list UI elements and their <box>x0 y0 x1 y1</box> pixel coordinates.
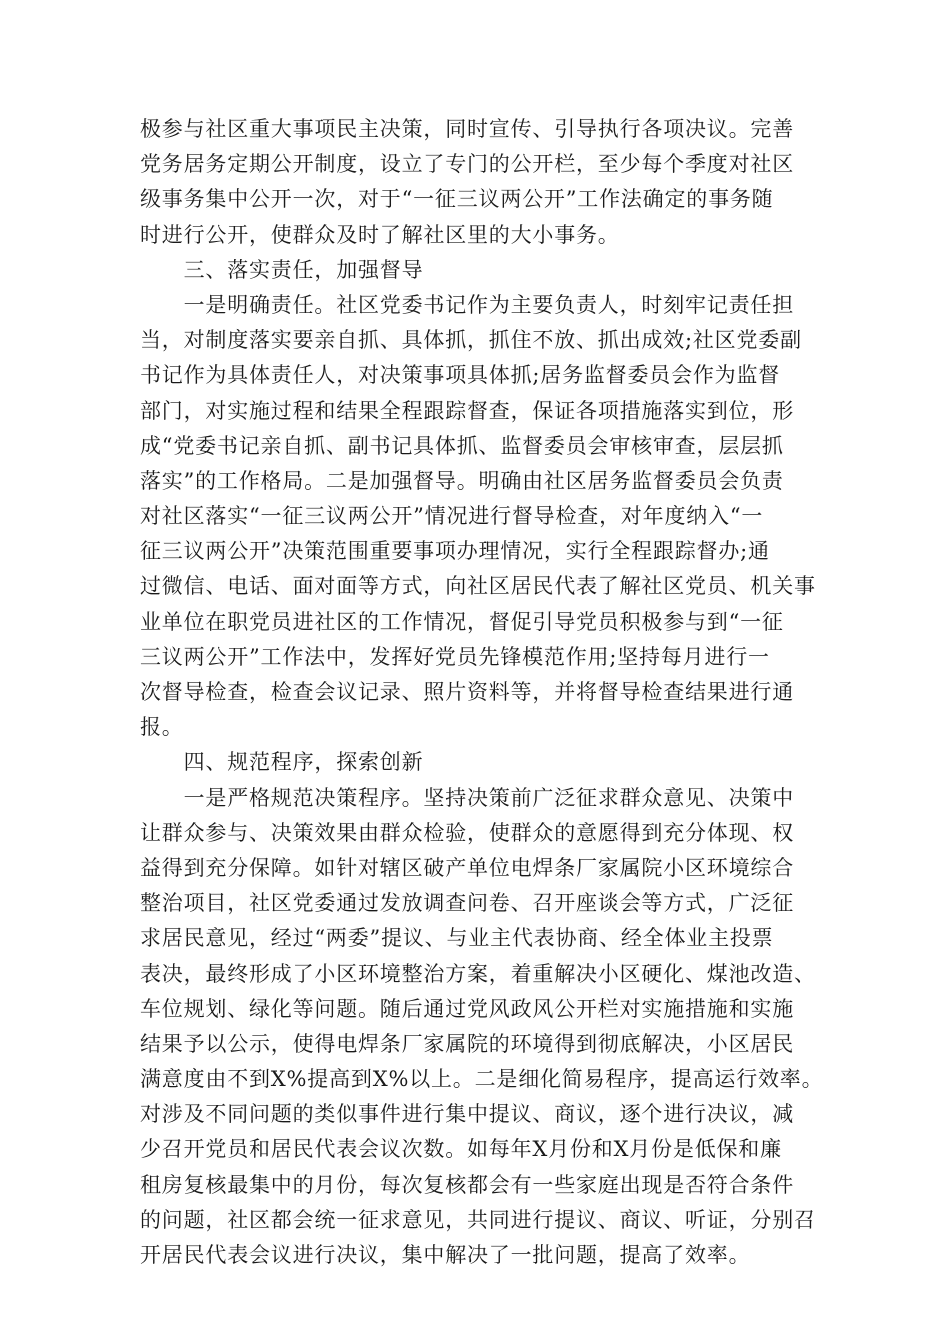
text-line: 对社区落实“一征三议两公开”情况进行督导检查，对年度纳入“一 <box>140 504 764 529</box>
text-line: 车位规划、绿化等问题。随后通过党风政风公开栏对实施措施和实施 <box>140 996 794 1021</box>
text-line: 开居民代表会议进行决议，集中解决了一批问题，提高了效率。 <box>140 1243 751 1267</box>
text-line: 对涉及不同问题的类似事件进行集中提议、商议，逐个进行决议，减 <box>140 1102 794 1127</box>
text-line: 租房复核最集中的月份，每次复核都会有一些家庭出现是否符合条件 <box>140 1172 794 1197</box>
text-line: 征三议两公开”决策范围重要事项办理情况，实行全程跟踪督办;通 <box>140 539 770 564</box>
text-line: 三议两公开”工作法中，发挥好党员先锋模范作用;坚持每月进行一 <box>140 644 770 669</box>
text-line: 一是明确责任。社区党委书记作为主要负责人，时刻牢记责任担 <box>140 292 794 317</box>
text-line: 表决，最终形成了小区环境整治方案，着重解决小区硬化、煤池改造、 <box>140 961 816 986</box>
text-line: 业单位在职党员进社区的工作情况，督促引导党员积极参与到“一征 <box>140 609 784 634</box>
text-line: 党务居务定期公开制度，设立了专门的公开栏，至少每个季度对社区 <box>140 152 794 177</box>
text-line: 成“党委书记亲自抓、副书记具体抓、监督委员会审核审查，层层抓 <box>140 433 784 458</box>
text-line: 次督导检查，检查会议记录、照片资料等，并将督导检查结果进行通 <box>140 680 794 704</box>
text-line: 求居民意见，经过“两委”提议、与业主代表协商、经全体业主投票 <box>140 926 774 951</box>
text-line: 整治项目，社区党委通过发放调查问卷、召开座谈会等方式，广泛征 <box>140 891 794 916</box>
text-line: 少召开党员和居民代表会议次数。如每年X月份和X月份是低保和廉 <box>140 1137 782 1162</box>
text-line: 的问题，社区都会统一征求意见，共同进行提议、商议、听证，分别召 <box>140 1207 816 1232</box>
text-line: 一是严格规范决策程序。坚持决策前广泛征求群众意见、决策中 <box>140 785 794 810</box>
text-line: 报。 <box>140 715 184 740</box>
text-line: 益得到充分保障。如针对辖区破产单位电焊条厂家属院小区环境综合 <box>140 855 794 880</box>
text-line: 时进行公开，使群众及时了解社区里的大小事务。 <box>140 222 620 247</box>
text-line: 过微信、电话、面对面等方式，向社区居民代表了解社区党员、机关事 <box>140 574 816 599</box>
document-body <box>140 112 824 1273</box>
section-heading: 四、规范程序，探索创新 <box>140 750 424 775</box>
text-line: 让群众参与、决策效果由群众检验，使群众的意愿得到充分体现、权 <box>140 820 794 845</box>
text-line: 部门，对实施过程和结果全程跟踪督查，保证各项措施落实到位，形 <box>140 398 794 423</box>
section-heading: 三、落实责任，加强督导 <box>140 257 424 282</box>
text-line: 书记作为具体责任人，对决策事项具体抓;居务监督委员会作为监督 <box>140 363 781 388</box>
text-line: 极参与社区重大事项民主决策，同时宣传、引导执行各项决议。完善 <box>140 117 794 141</box>
text-line: 级事务集中公开一次，对于“一征三议两公开”工作法确定的事务随 <box>140 187 774 212</box>
text-line: 落实”的工作格局。二是加强督导。明确由社区居务监督委员会负责 <box>140 468 784 493</box>
text-line: 结果予以公示，使得电焊条厂家属院的环境得到彻底解决，小区居民 <box>140 1031 794 1056</box>
text-line: 满意度由不到X%提高到X%以上。二是细化简易程序，提高运行效率。 <box>140 1067 824 1092</box>
text-line: 当，对制度落实要亲自抓、具体抓，抓住不放、抓出成效;社区党委副 <box>140 328 802 353</box>
